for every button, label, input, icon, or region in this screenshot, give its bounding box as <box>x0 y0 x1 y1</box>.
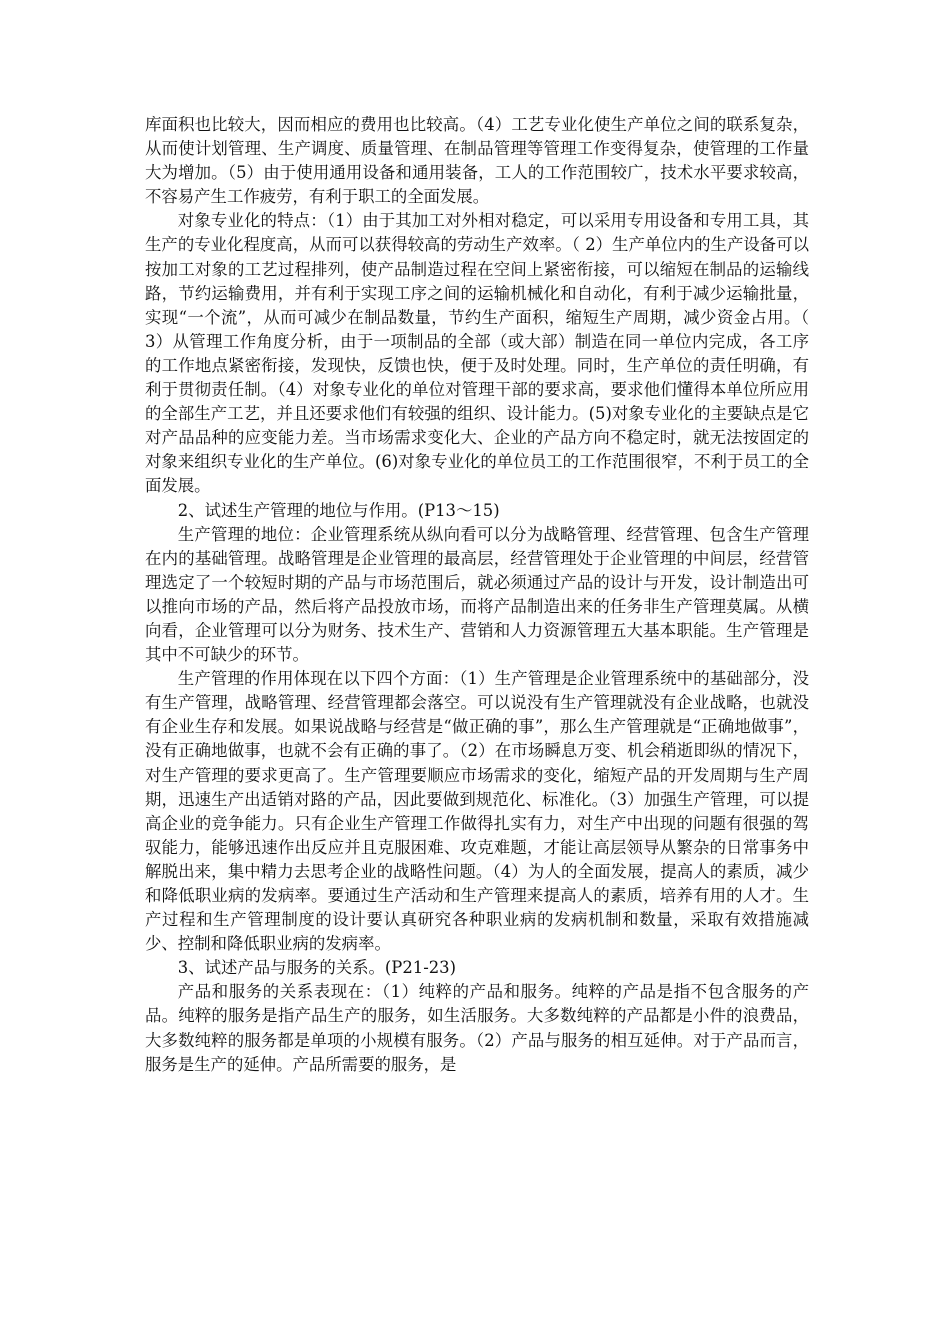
paragraph-process-specialization-cont: 库面积也比较大，因而相应的费用也比较高。（4）工艺专业化使生产单位之间的联系复杂，从而使计划管理、生产调度、质量管理、在制品管理等管理工作变得复杂，使管理的工作量大为增加。（5）由于使用通用设备和通用装备，工人的工作范围较广，技术水平要求较高，不容易产生工作疲劳，有利于职工的全面发展。 <box>145 115 809 207</box>
question-heading-3: 3、试述产品与服务的关系。(P21-23) <box>177 958 456 978</box>
paragraph-production-management-status: 生产管理的地位：企业管理系统从纵向看可以分为战略管理、经营管理、包含生产管理在内的基础管理。战略管理是企业管理的最高层，经营管理处于企业管理的中间层，经营管理选定了一个较短时期的产品与市场范围后，就必须通过产品的设计与开发，设计制造出可以推向市场的产品，然后将产品投放市场，而将产品制造出来的任务非生产管理莫属。从横向看，企业管理可以分为财务、技术生产、营销和人力资源管理五大基本职能。生产管理是其中不可缺少的环节。 <box>145 524 809 665</box>
paragraph-product-service-relation: 产品和服务的关系表现在：（1）纯粹的产品和服务。纯粹的产品是指不包含服务的产品。纯粹的服务是指产品生产的服务，如生活服务。大多数纯粹的产品都是小件的浪费品，大多数纯粹的服务都是单项的小规模有服务。（2）产品与服务的相互延伸。对于产品而言，服务是生产的延伸。产品所需要的服务，是 <box>145 982 809 1074</box>
paragraph-object-specialization: 对象专业化的特点：（1）由于其加工对外相对稳定，可以采用专用设备和专用工具，其生产的专业化程度高，从而可以获得较高的劳动生产效率。（ 2）生产单位内的生产设备可以按加工对象的工艺过程排列，使产品制造过程在空间上紧密衔接，可以缩短在制品的运输线路，节约运输费用，并有利于实现工序之间的运输机械化和自动化，有利于减少运输批量，实现“一个流”，从而可减少在制品数量，节约生产面积，缩短生产周期，减少资金占用。（ 3）从管理工作角度分析，由于一项制品的全部（或大部）制造在同一单位内完成，各工序的工作地点紧密衔接，发现快，反馈也快，便于及时处理。同时，生产单位的责任明确，有利于贯彻责任制。（4）对象专业化的单位对管理干部的要求高，要求他们懂得本单位所应用的全部生产工艺，并且还要求他们有较强的组织、设计能力。(5)对象专业化的主要缺点是它对产品品种的应变能力差。当市场需求变化大、企业的产品方向不稳定时，就无法按固定的对象来组织专业化的生产单位。(6)对象专业化的单位员工的工作范围很窄，不利于员工的全面发展。 <box>145 211 809 496</box>
question-heading-2: 2、试述生产管理的地位与作用。(P13～15) <box>177 500 500 520</box>
document-page <box>145 113 809 1077</box>
paragraph-production-management-role: 生产管理的作用体现在以下四个方面：（1）生产管理是企业管理系统中的基础部分，没有生产管理，战略管理、经营管理都会落空。可以说没有生产管理就没有企业战略，也就没有企业生存和发展。如果说战略与经营是“做正确的事”，那么生产管理就是“正确地做事”，没有正确地做事，也就不会有正确的事了。（2）在市场瞬息万变、机会稍逝即纵的情况下，对生产管理的要求更高了。生产管理要顺应市场需求的变化，缩短产品的开发周期与生产周期，迅速生产出适销对路的产品，因此要做到规范化、标准化。（3）加强生产管理，可以提高企业的竞争能力。只有企业生产管理工作做得扎实有力，对生产中出现的问题有很强的驾驭能力，能够迅速作出反应并且克服困难、攻克难题，才能让高层领导从繁杂的日常事务中解脱出来，集中精力去思考企业的战略性问题。（4）为人的全面发展，提高人的素质，减少和降低职业病的发病率。要通过生产活动和生产管理来提高人的素质，培养有用的人才。生产过程和生产管理制度的设计要认真研究各种职业病的发病机制和数量，采取有效措施减少、控制和降低职业病的发病率。 <box>145 669 809 954</box>
